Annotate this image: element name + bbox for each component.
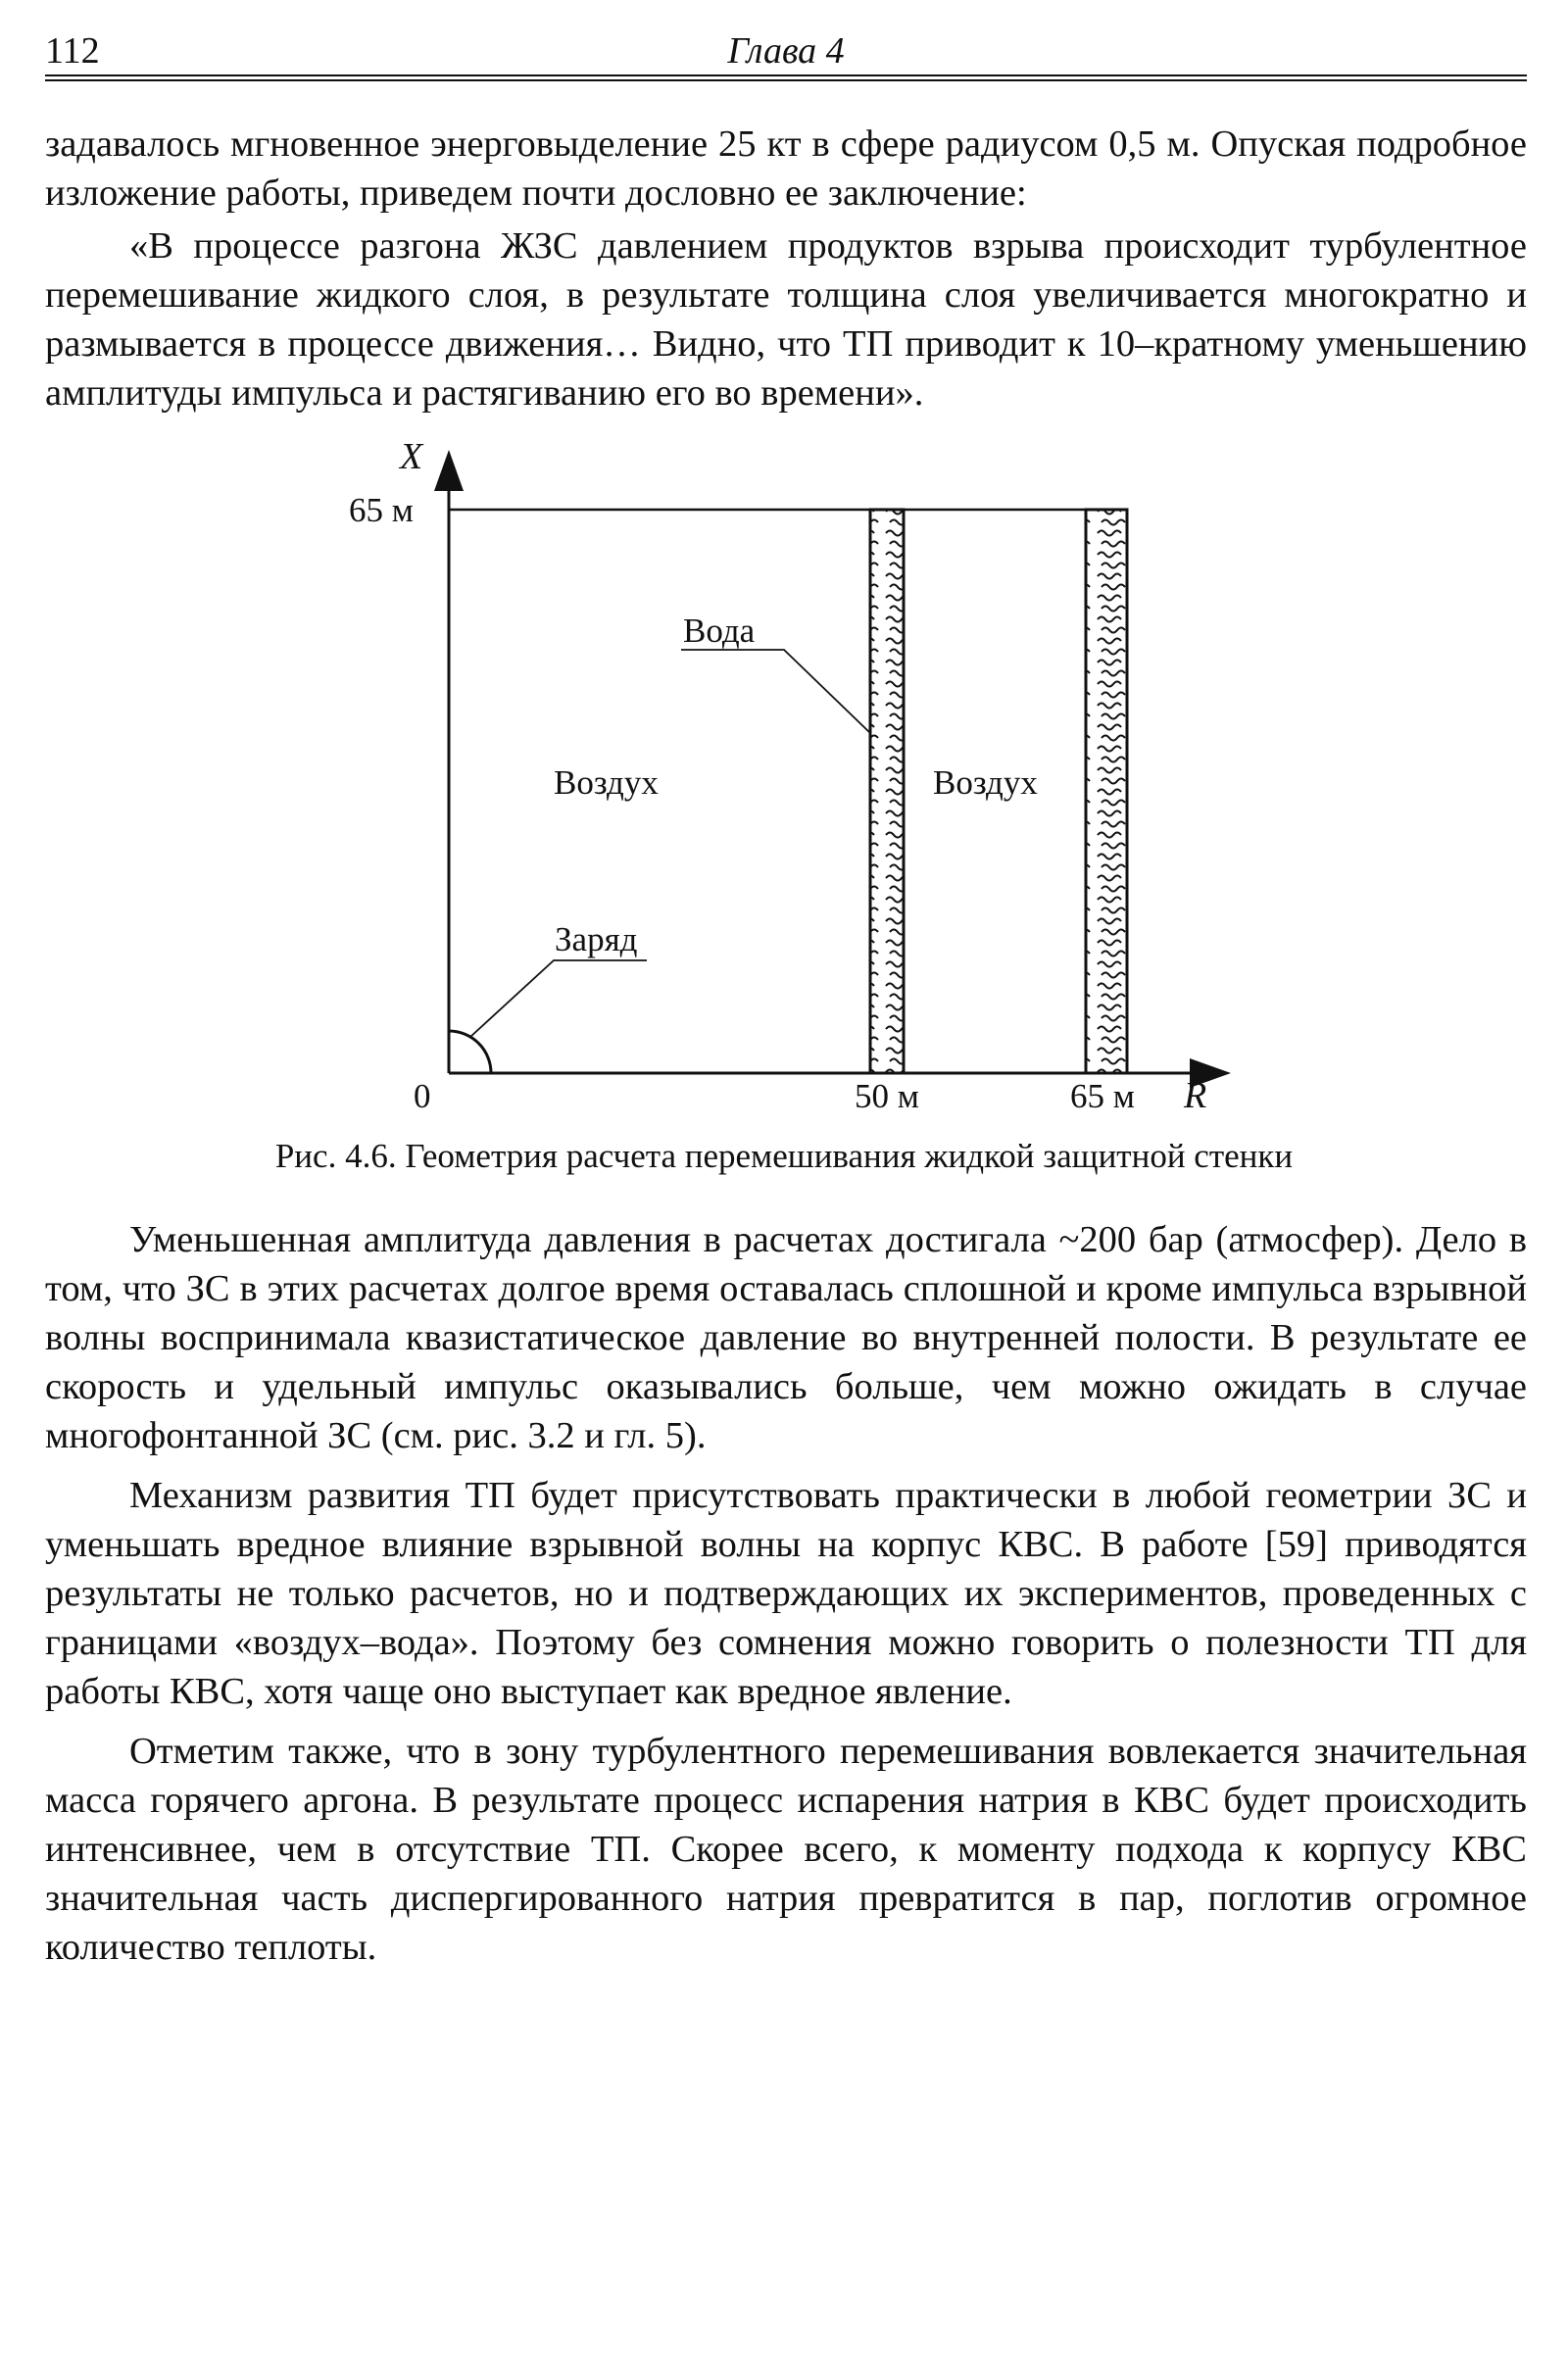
bottom-text	[45, 1215, 1527, 1972]
air-label-left: Воздух	[554, 763, 659, 802]
paragraph-amplitude: Уменьшенная амплитуда давления в расчетах достигала ~200 бар (атмосфер). Дело в том, что ЗС в этих расчетах долгое время оставалась сплошной и кроме импульса взрывной волны воспринимала квазистатическое давление во внутренней полости. В результате ее скорость и удельный импульс оказывались больше, чем можно ожидать в случае многофонтанной ЗС (см. рис. 3.2 и гл. 5).	[45, 1219, 1527, 1456]
origin-label: 0	[414, 1077, 431, 1115]
header-rule	[45, 74, 1527, 81]
charge-leader	[470, 960, 647, 1037]
axis-x-label: X	[400, 441, 423, 477]
charge-label: Заряд	[555, 920, 638, 958]
figure-caption: Рис. 4.6. Геометрия расчета перемешивания жидкой защитной стенки	[274, 1137, 1294, 1175]
geometry-diagram	[0, 441, 1568, 1147]
top-text	[45, 120, 1527, 417]
running-title: Глава 4	[727, 30, 845, 72]
page-header	[45, 22, 1527, 73]
paragraph-mechanism: Механизм развития ТП будет присутствовать практически в любой геометрии ЗС и уменьшать вредное влияние взрывной волны на корпус КВС. В работе [59] приводятся результаты не только расчетов, но и подтверждающих их экспериментов, проведенных с границами «воздух–вода». Поэтому без сомнения можно говорить о полезности ТП для работы КВС, хотя чаще оно выступает как вредное явление.	[45, 1475, 1527, 1712]
axis-r-label: R	[1184, 1075, 1207, 1116]
paragraph-quote: «В процессе разгона ЖЗС давлением продуктов взрыва происходит турбулентное перемешивание жидкого слоя, в результате толщина слоя увеличивается многократно и размывается в процессе движения… Видно, что ТП приводит к 10–кратному уменьшению амплитуды импульса и растягиванию его во времени».	[45, 225, 1527, 414]
paragraph-argon: Отметим также, что в зону турбулентного перемешивания вовлекается значительная масса горячего аргона. В результате процесс испарения натрия в КВС будет происходить интенсивнее, чем в отсутствие ТП. Скорее всего, к моменту подхода к корпусу КВС значительная часть диспергированного натрия превратится в пар, поглотив огромное количество теплоты.	[45, 1731, 1527, 1968]
air-label-right: Воздух	[933, 763, 1038, 802]
paragraph-intro: задавалось мгновенное энерговыделение 25 кт в сфере радиусом 0,5 м. Опуская подробное изложение работы, приведем почти дословно ее заключение:	[45, 123, 1527, 214]
tick-50-label: 50 м	[855, 1077, 919, 1115]
axis-x-tick-label: 65 м	[349, 491, 414, 529]
figure-4-6	[0, 441, 1568, 1147]
water-label: Вода	[683, 612, 756, 650]
water-leader	[681, 650, 870, 733]
charge-arc	[449, 1031, 491, 1073]
water-layer-inner	[870, 510, 904, 1073]
page-number: 112	[45, 30, 100, 72]
water-layer-outer	[1086, 510, 1127, 1073]
tick-65-label: 65 м	[1070, 1077, 1135, 1115]
